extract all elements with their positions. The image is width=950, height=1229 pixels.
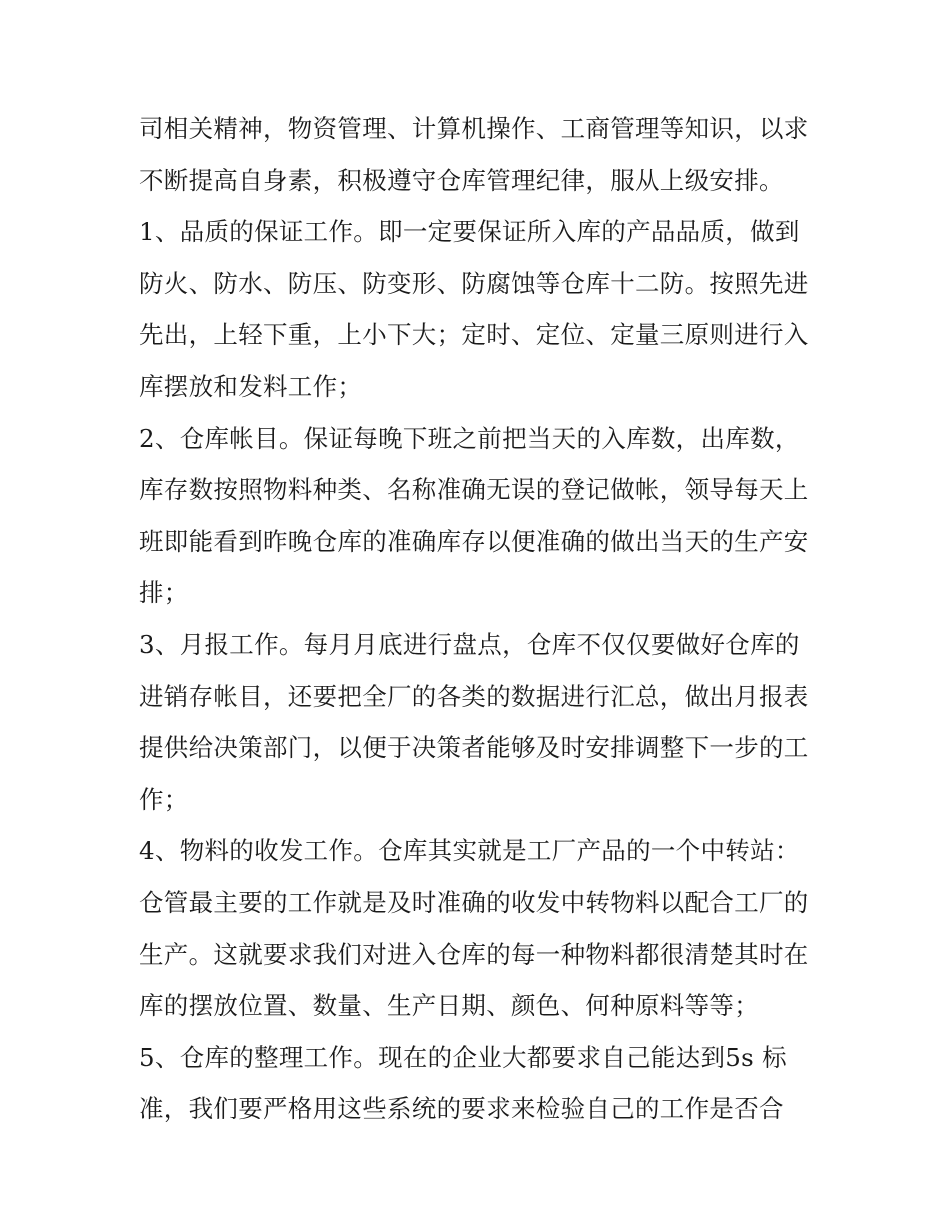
text-line: 4、物料的收发工作。仓库其实就是工厂产品的一个中转站：: [139, 836, 800, 866]
text-line: 1、品质的保证工作。即一定要保证所入库的产品品质，做到: [139, 217, 800, 247]
text-line: 库摆放和发料工作；: [139, 371, 363, 401]
text-line: 库存数按照物料种类、名称准确无误的登记做帐，领导每天上: [139, 475, 809, 505]
text-line: 班即能看到昨晚仓库的准确库存以便准确的做出当天的生产安: [139, 526, 809, 556]
text-line: 生产。这就要求我们对进入仓库的每一种物料都很清楚其时在: [139, 939, 809, 969]
text-line: 3、月报工作。每月月底进行盘点，仓库不仅仅要做好仓库的: [139, 629, 800, 659]
document-body: [139, 103, 819, 1135]
text-line: 作；: [139, 784, 189, 814]
text-line: 防火、防水、防压、防变形、防腐蚀等仓库十二防。按照先进: [139, 268, 809, 298]
text-line: 提供给决策部门，以便于决策者能够及时安排调整下一步的工: [139, 733, 809, 763]
text-line: 进销存帐目，还要把全厂的各类的数据进行汇总，做出月报表: [139, 681, 809, 711]
text-line: 先出，上轻下重，上小下大；定时、定位、定量三原则进行入: [139, 320, 809, 350]
text-line: 司相关精神，物资管理、计算机操作、工商管理等知识，以求: [139, 114, 809, 143]
text-line: 准，我们要严格用这些系统的要求来检验自己的工作是否合: [139, 1094, 784, 1124]
text-line: 排；: [139, 578, 189, 608]
text-line: 不断提高自身素，积极遵守仓库管理纪律，服从上级安排。: [139, 165, 784, 195]
text-line: 5、仓库的整理工作。现在的企业大都要求自己能达到5s 标: [139, 1042, 787, 1072]
text-line: 仓管最主要的工作就是及时准确的收发中转物料以配合工厂的: [139, 887, 809, 917]
text-line: 2、仓库帐目。保证每晚下班之前把当天的入库数，出库数，: [139, 423, 800, 453]
text-line: 库的摆放位置、数量、生产日期、颜色、何种原料等等；: [139, 991, 759, 1021]
